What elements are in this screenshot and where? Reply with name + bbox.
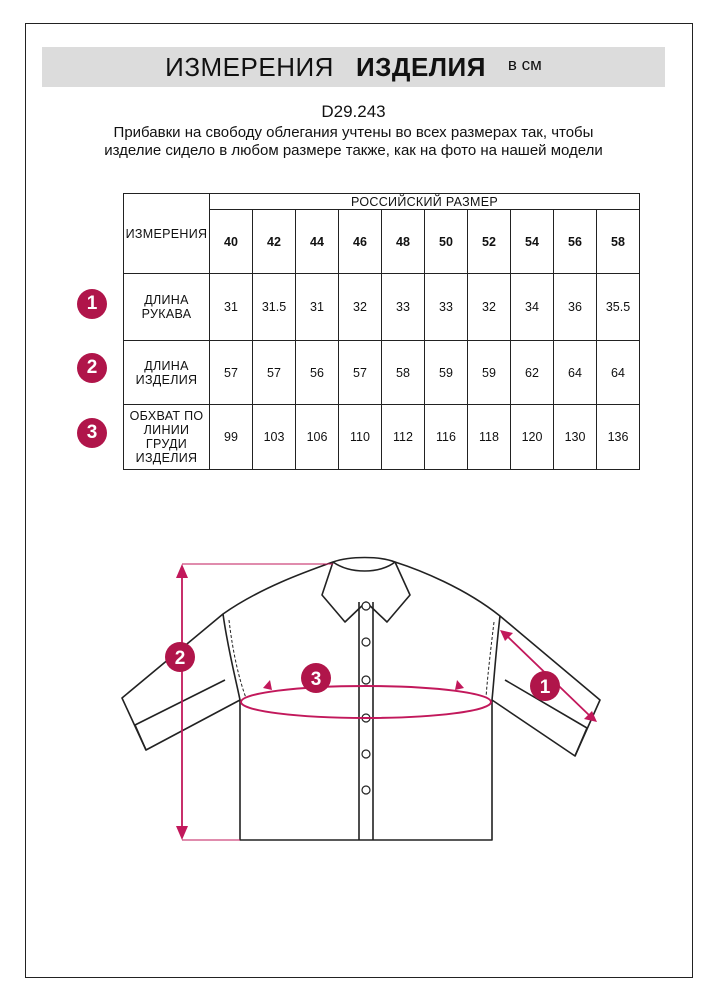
row-label: ДЛИНА РУКАВА — [124, 274, 210, 341]
table-row — [124, 405, 640, 470]
table-cell: 35.5 — [597, 274, 640, 341]
table-cell: 112 — [382, 405, 425, 470]
table-cell: 59 — [468, 341, 511, 405]
button — [362, 638, 370, 646]
table-cell: 33 — [382, 274, 425, 341]
table-cell: 59 — [425, 341, 468, 405]
arrow-head — [176, 826, 188, 840]
chest-ellipse — [241, 686, 491, 718]
table-cell: 34 — [511, 274, 554, 341]
title-light: ИЗМЕРЕНИЯ — [165, 51, 334, 82]
measure-header: ИЗМЕРЕНИЯ — [124, 194, 210, 274]
table-cell: 57 — [253, 341, 296, 405]
title-bar — [42, 47, 665, 87]
marker-3-label: 3 — [310, 669, 322, 690]
title-bold: ИЗДЕЛИЯ — [355, 51, 486, 82]
table-cell: 136 — [597, 405, 640, 470]
left-armhole — [223, 614, 240, 700]
shirt-outline — [122, 558, 600, 841]
button — [362, 602, 370, 610]
size-table — [123, 193, 640, 470]
table-row — [124, 274, 640, 341]
table-cell: 116 — [425, 405, 468, 470]
arrow-head — [176, 564, 188, 578]
table-cell: 106 — [296, 405, 339, 470]
size-header: 50 — [425, 210, 468, 274]
size-header: 54 — [511, 210, 554, 274]
size-header: 40 — [210, 210, 253, 274]
table-cell: 64 — [597, 341, 640, 405]
buttons — [362, 602, 370, 794]
row-badge-3: 3 — [77, 418, 107, 448]
button — [362, 750, 370, 758]
size-header: 48 — [382, 210, 425, 274]
collar-band — [333, 562, 395, 571]
table-cell: 33 — [425, 274, 468, 341]
arrow-head — [263, 680, 272, 690]
article-code: D29.243 — [321, 102, 386, 121]
table-cell: 31 — [296, 274, 339, 341]
measurement-guides — [176, 564, 597, 840]
table-cell: 31 — [210, 274, 253, 341]
table-cell: 118 — [468, 405, 511, 470]
marker-1-label: 1 — [539, 677, 551, 698]
table-cell: 110 — [339, 405, 382, 470]
row-badge-1: 1 — [77, 289, 107, 319]
fit-note: Прибавки на свободу облегания учтены во всех размерах так, чтобы изделие сидело в любом размере также, как на фото на нашей модели — [104, 124, 603, 159]
table-cell: 57 — [210, 341, 253, 405]
title-unit: в см — [507, 55, 542, 74]
table-cell: 99 — [210, 405, 253, 470]
table-cell: 31.5 — [253, 274, 296, 341]
row-badge-2: 2 — [77, 353, 107, 383]
size-header: 56 — [554, 210, 597, 274]
size-header: 42 — [253, 210, 296, 274]
size-header: 46 — [339, 210, 382, 274]
shirt-body — [122, 562, 600, 840]
table-cell: 56 — [296, 341, 339, 405]
shirt-diagram — [0, 540, 707, 860]
table-row — [124, 341, 640, 405]
diagram-markers — [165, 642, 560, 701]
marker-2-label: 2 — [174, 648, 186, 669]
button — [362, 786, 370, 794]
arrow-head — [455, 680, 464, 690]
table-cell: 58 — [382, 341, 425, 405]
table-cell: 32 — [468, 274, 511, 341]
row-label: ДЛИНА ИЗДЕЛИЯ — [124, 341, 210, 405]
size-header: 44 — [296, 210, 339, 274]
table-cell: 120 — [511, 405, 554, 470]
table-cell: 103 — [253, 405, 296, 470]
table-cell: 57 — [339, 341, 382, 405]
size-header: 58 — [597, 210, 640, 274]
shirt-collar — [322, 558, 410, 623]
button — [362, 676, 370, 684]
size-header: 52 — [468, 210, 511, 274]
table-cell: 32 — [339, 274, 382, 341]
table-cell: 130 — [554, 405, 597, 470]
table-cell: 36 — [554, 274, 597, 341]
table-cell: 64 — [554, 341, 597, 405]
size-group-header: РОССИЙСКИЙ РАЗМЕР — [210, 194, 640, 210]
row-label: ОБХВАТ ПО ЛИНИИ ГРУДИ ИЗДЕЛИЯ — [124, 405, 210, 470]
table-cell: 62 — [511, 341, 554, 405]
